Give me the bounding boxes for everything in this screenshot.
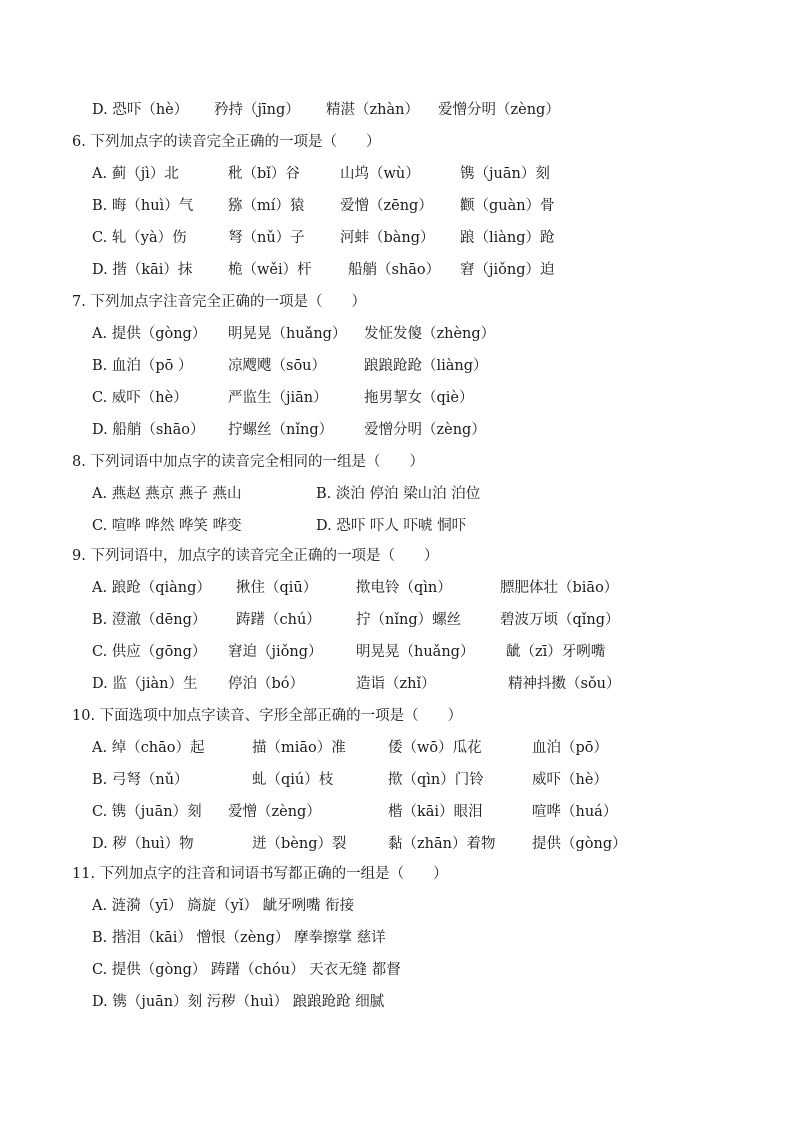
option-item: D. 揩（kāi）抹 — [92, 262, 193, 278]
option-item: A. 绰（chāo）起 — [92, 740, 205, 756]
option-item: D. 监（jiàn）生 — [92, 676, 198, 692]
option-item: 喧哗（huá） — [532, 804, 618, 820]
question-stem-11: 11. 下列加点字的注音和词语书写都正确的一组是（ ） — [72, 866, 448, 882]
option-item: C. 威吓（hè） — [92, 390, 188, 406]
option-item: 楷（kāi）眼泪 — [388, 804, 483, 820]
option-item: 描（miāo）准 — [252, 740, 346, 756]
option-item: 河蚌（bàng） — [340, 230, 435, 246]
option-item: 踉踉跄跄（liàng） — [364, 358, 488, 374]
option-item: 龇（zī）牙咧嘴 — [506, 644, 606, 660]
option-item: D. 恐吓（hè） — [92, 102, 189, 118]
option-item: 虬（qiú）枝 — [252, 772, 334, 788]
option-item: A. 踉跄（qiàng） — [92, 580, 211, 596]
option-item: 拧（nǐng）螺丝 — [356, 612, 462, 628]
option-item: 山坞（wù） — [340, 166, 420, 182]
option-line-q11-b: B. 揩泪（kāi） 憎恨（zèng） 摩拳擦掌 慈详 — [92, 930, 386, 946]
option-item: B. 弓弩（nǔ） — [92, 772, 189, 788]
option-item: 爱憎分明（zèng） — [438, 102, 560, 118]
option-item: 弩（nǔ）子 — [228, 230, 305, 246]
option-item: 发怔发傻（zhèng） — [364, 326, 496, 342]
question-stem-9: 9. 下列词语中，加点字的读音完全正确的一项是（ ） — [72, 548, 439, 564]
option-item: D. 恐吓 吓人 吓唬 恫吓 — [316, 518, 467, 534]
option-item: B. 淡泊 停泊 梁山泊 泊位 — [316, 486, 481, 502]
option-item: 爱憎（zèng） — [228, 804, 321, 820]
option-line-q11-c: C. 提供（gòng） 踌躇（chóu） 天衣无缝 都督 — [92, 962, 401, 978]
option-item: 造诣（zhǐ） — [356, 676, 436, 692]
question-stem-7: 7. 下列加点字注音完全正确的一项是（ ） — [72, 294, 366, 310]
option-item: 血泊（pō） — [532, 740, 609, 756]
option-item: 猕（mí）猿 — [228, 198, 305, 214]
option-item: 窘（jiǒng）迫 — [460, 262, 555, 278]
option-item: 严监生（jiān） — [228, 390, 328, 406]
option-item: 镌（juān）刻 — [460, 166, 550, 182]
option-item: 提供（gòng） — [532, 836, 627, 852]
option-item: 颧（guàn）骨 — [460, 198, 555, 214]
option-item: 拖男挈女（qiè） — [364, 390, 474, 406]
option-item: 桅（wěi）杆 — [228, 262, 312, 278]
option-item: 爱憎（zēng） — [340, 198, 433, 214]
option-item: 黏（zhān）着物 — [388, 836, 496, 852]
option-item: C. 镌（juān）刻 — [92, 804, 202, 820]
option-item: C. 轧（yà）伤 — [92, 230, 187, 246]
option-item: 威吓（hè） — [532, 772, 608, 788]
option-item: B. 澄澈（dēng） — [92, 612, 207, 628]
option-item: 船艄（shāo） — [348, 262, 441, 278]
option-item: 揪住（qiū） — [236, 580, 318, 596]
option-item: 窘迫（jiǒng） — [228, 644, 323, 660]
option-item: D. 船艄（shāo） — [92, 422, 205, 438]
option-item: 停泊（bó） — [228, 676, 305, 692]
option-item: 明晃晃（huǎng） — [228, 326, 347, 342]
option-line-q11-d: D. 镌（juān）刻 污秽（huì） 踉踉跄跄 细腻 — [92, 994, 385, 1010]
option-item: 精神抖擞（sǒu） — [508, 676, 621, 692]
option-item: 倭（wō）瓜花 — [388, 740, 482, 756]
option-item: D. 秽（huì）物 — [92, 836, 194, 852]
option-item: 膘肥体壮（biāo） — [500, 580, 619, 596]
option-item: 爱憎分明（zèng） — [364, 422, 486, 438]
option-item: 迸（bèng）裂 — [252, 836, 347, 852]
option-item: 矜持（jīng） — [214, 102, 300, 118]
option-item: 揿（qìn）门铃 — [388, 772, 484, 788]
option-item: A. 蓟（jì）北 — [92, 166, 179, 182]
option-item: B. 晦（huì）气 — [92, 198, 194, 214]
option-line-q11-a: A. 涟漪（yī） 旖旋（yǐ） 龇牙咧嘴 衔接 — [92, 898, 355, 914]
option-item: 精湛（zhàn） — [326, 102, 419, 118]
option-item: C. 供应（gōng） — [92, 644, 207, 660]
question-stem-6: 6. 下列加点字的读音完全正确的一项是（ ） — [72, 134, 381, 150]
option-item: 踉（liàng）跄 — [460, 230, 555, 246]
option-item: B. 血泊（pō ） — [92, 358, 193, 374]
option-item: 踌躇（chú） — [236, 612, 321, 628]
option-item: A. 提供（gòng） — [92, 326, 207, 342]
option-item: 明晃晃（huǎng） — [356, 644, 475, 660]
option-item: 碧波万顷（qǐng） — [500, 612, 620, 628]
option-item: A. 燕赵 燕京 燕子 燕山 — [92, 486, 242, 502]
option-item: 秕（bǐ）谷 — [228, 166, 300, 182]
option-item: 揿电铃（qìn） — [356, 580, 452, 596]
question-stem-10: 10. 下面选项中加点字读音、字形全部正确的一项是（ ） — [72, 708, 463, 724]
option-item: 凉飕飕（sōu） — [228, 358, 327, 374]
option-item: C. 喧哗 哗然 哗笑 哗变 — [92, 518, 242, 534]
option-item: 拧螺丝（nǐng） — [228, 422, 334, 438]
question-stem-8: 8. 下列词语中加点字的读音完全相同的一组是（ ） — [72, 454, 424, 470]
